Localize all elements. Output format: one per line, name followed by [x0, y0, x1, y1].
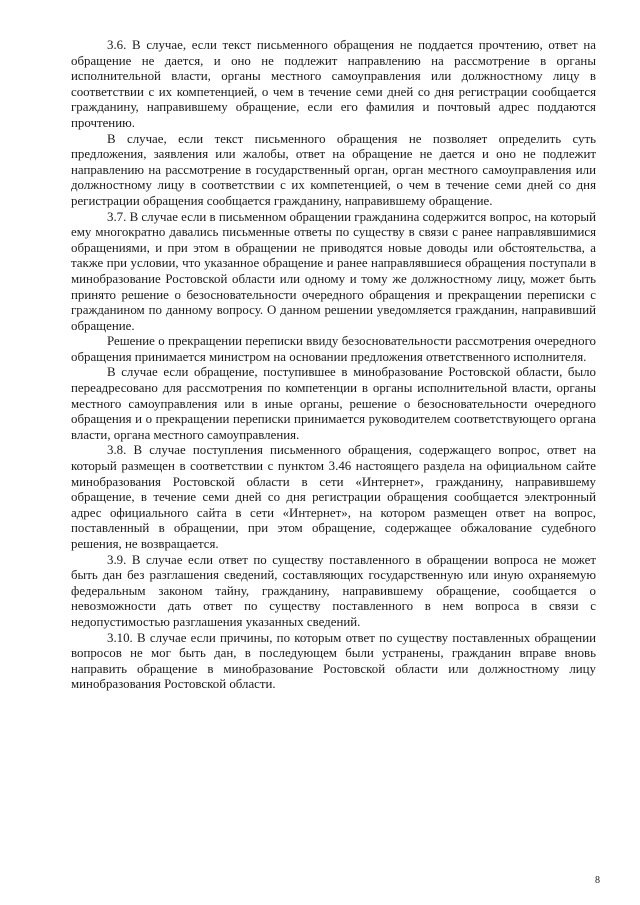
paragraph-3-7: 3.7. В случае если в письменном обращении гражданина содержится вопрос, на который ему многократно давались письменные ответы по существу в связи с ранее направлявшимися обращениями, и при этом в обращении не приводятся новые доводы или обстоятельства, а также при условии, что указанное обращение и ранее направлявшиеся обращения поступали в минобразование Ростовской области или одному и тому же должностному лицу, может быть принято решение о безосновательности очередного обращения и прекращении переписки с гражданином по данному вопросу. О данном решении уведомляется гражданин, направивший обращение. — [71, 209, 596, 333]
document-body — [71, 38, 596, 693]
paragraph-3-7-redirect: В случае если обращение, поступившее в минобразование Ростовской области, было переадресовано для рассмотрения по компетенции в органы исполнительной власти, органы местного самоуправления или в иные органы, решение о безосновательности очередного обращения и о прекращении переписки принимается руководителем соответствующего органа власти, органа местного самоуправления. — [71, 365, 596, 442]
paragraph-3-7-decision: Решение о прекращении переписки ввиду безосновательности рассмотрения очередного обращения принимается министром на основании предложения ответственного исполнителя. — [71, 334, 596, 364]
paragraph-3-10: 3.10. В случае если причины, по которым ответ по существу поставленных обращении вопросов не мог быть дан, в последующем были устранены, гражданин вправе вновь направить обращение в минобразование Ростовской области или должностному лицу минобразования Ростовской области. — [71, 630, 596, 692]
paragraph-3-9: 3.9. В случае если ответ по существу поставленного в обращении вопроса не может быть дан без разглашения сведений, составляющих государственную или иную охраняемую федеральным законом тайну, гражданину, направившему обращение, сообщается о невозможности дать ответ по существу поставленного в нем вопроса в связи с недопустимостью разглашения указанных сведений. — [71, 552, 596, 629]
paragraph-3-8: 3.8. В случае поступления письменного обращения, содержащего вопрос, ответ на который размещен в соответствии с пунктом 3.46 настоящего раздела на официальном сайте минобразования Ростовской области в сети «Интернет», гражданину, направившему обращение, в течение семи дней со дня регистрации обращения сообщается электронный адрес официального сайта в сети «Интернет», на котором размещен ответ на вопрос, поставленный в обращении, при этом обращение, содержащее обжалование судебного решения, не возвращается. — [71, 443, 596, 551]
paragraph-3-6: 3.6. В случае, если текст письменного обращения не поддается прочтению, ответ на обращение не дается, и оно не подлежит направлению на рассмотрение в органы исполнительной власти, органы местного самоуправления или должностному лицу в соответствии с их компетенцией, о чем в течение семи дней со дня регистрации сообщается гражданину, направившему обращение, если его фамилия и почтовый адрес поддаются прочтению. — [71, 38, 596, 130]
paragraph-3-6-cont: В случае, если текст письменного обращения не позволяет определить суть предложения, заявления или жалобы, ответ на обращение не дается и оно не подлежит направлению на рассмотрение в государственный орган, орган местного самоуправления или должностному лицу в соответствии с их компетенцией, о чем в течение семи дней со дня регистрации обращения сообщается гражданину, направившему обращение. — [71, 131, 596, 208]
page-number: 8 — [595, 875, 600, 886]
